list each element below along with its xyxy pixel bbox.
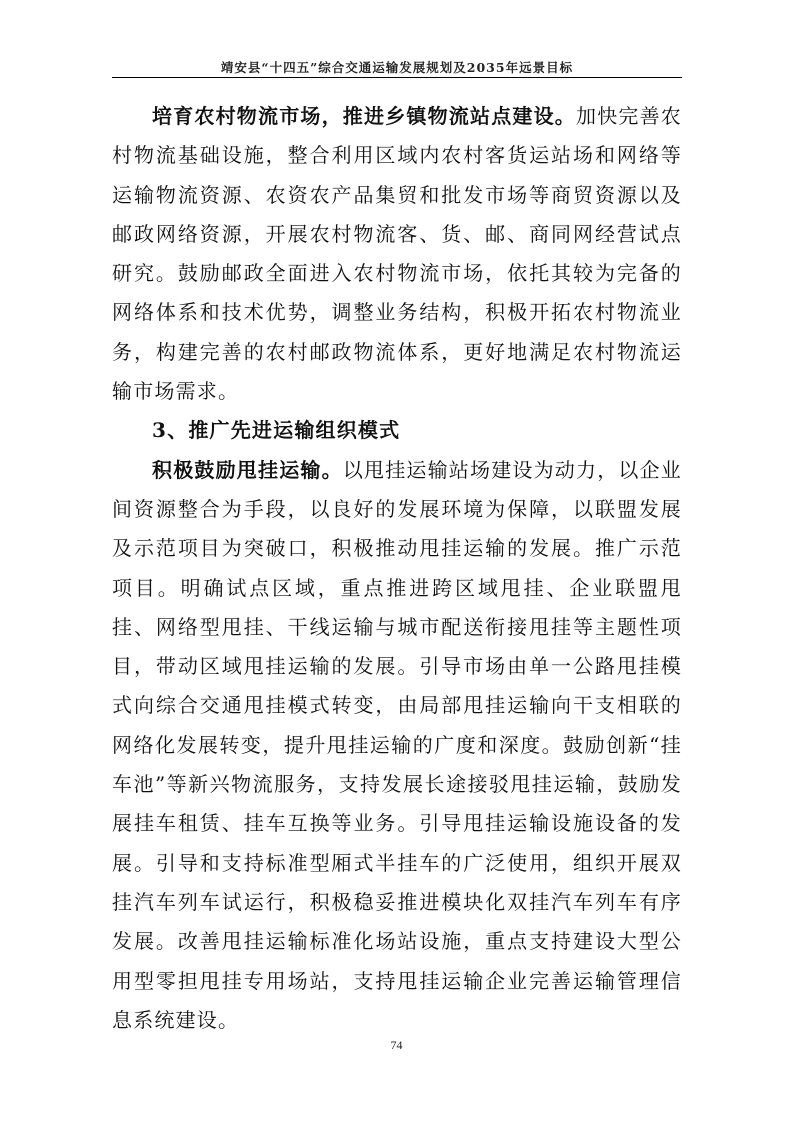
paragraph-lead: 积极鼓励甩挂运输。 xyxy=(152,457,343,482)
paragraph-body: 加快完善农村物流基础设施，整合利用区域内农村客货运站场和网络等运输物流资源、农资农产品集贸和批发市场等商贸资源以及邮政网络资源，开展农村物流客、货、邮、商同网经营试点研究。鼓励邮政全面进入农村物流市场，依托其较为完备的网络体系和技术优势，调整业务结构，积极开拓农村物流业务，构建完善的农村邮政物流体系，更好地满足农村物流运输市场需求。 xyxy=(112,104,682,404)
paragraph-drop-and-pull xyxy=(112,451,682,1040)
section-heading: 3、推广先进运输组织模式 xyxy=(152,418,401,443)
page-number: 74 xyxy=(390,1038,403,1052)
running-header: 靖安县“十四五”综合交通运输发展规划及2035年远景目标 xyxy=(220,60,574,75)
paragraph-lead: 培育农村物流市场，推进乡镇物流站点建设。 xyxy=(152,104,576,128)
paragraph-rural-logistics xyxy=(112,97,682,411)
body-text xyxy=(112,97,682,1040)
paragraph-body: 以甩挂运输站场建设为动力，以企业间资源整合为手段，以良好的发展环境为保障，以联盟发展及示范项目为突破口，积极推动甩挂运输的发展。推广示范项目。明确试点区域，重点推进跨区域甩挂、企业联盟甩挂、网络型甩挂、干线运输与城市配送衔接甩挂等主题性项目，带动区域甩挂运输的发展。引导市场由单一公路甩挂模式向综合交通甩挂模式转变，由局部甩挂运输向干支相联的网络化发展转变，提升甩挂运输的广度和深度。鼓励创新“挂车池”等新兴物流服务，支持发展长途接驳甩挂运输，鼓励发展挂车租赁、挂车互换等业务。引导甩挂运输设施设备的发展。引导和支持标准型厢式半挂车的广泛使用，组织开展双挂汽车列车试运行，积极稳妥推进模块化双挂汽车列车有序发展。改善甩挂运输标准化场站设施，重点支持建设大型公用型零担甩挂专用场站，支持甩挂运输企业完善运输管理信息系统建设。 xyxy=(112,457,683,1032)
header-rule xyxy=(112,77,682,78)
